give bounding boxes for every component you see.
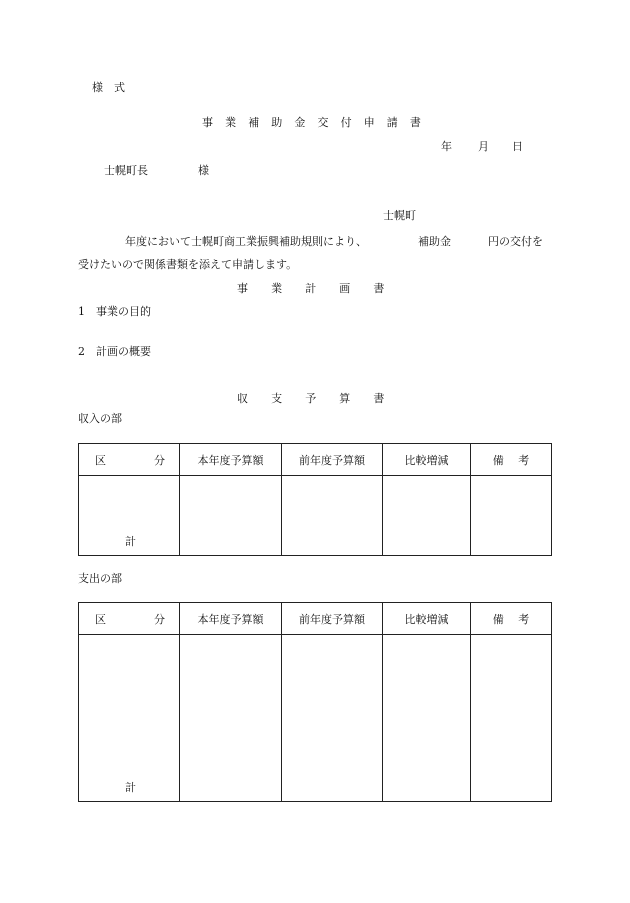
header-previous-budget: 前年度予算額 bbox=[282, 444, 383, 476]
plan-item-overview: 2 計画の概要 bbox=[78, 345, 151, 358]
income-total-label: 計 bbox=[125, 535, 136, 548]
header-remarks: 備 考 bbox=[471, 444, 552, 476]
document-title: 事業補助金交付申請書 bbox=[202, 116, 433, 129]
header-category: 区 分 bbox=[79, 444, 180, 476]
applicant-town: 士幌町 bbox=[383, 209, 416, 222]
income-section-label: 収入の部 bbox=[78, 412, 122, 425]
expense-total-label: 計 bbox=[125, 781, 136, 794]
header-previous-budget: 前年度予算額 bbox=[282, 603, 383, 635]
form-label: 様 式 bbox=[92, 81, 125, 94]
header-comparison: 比較増減 bbox=[383, 444, 471, 476]
body-text-part-b: 補助金 bbox=[418, 235, 451, 248]
expense-header-row bbox=[79, 603, 552, 635]
expense-comparison-cell bbox=[383, 635, 471, 802]
header-category: 区 分 bbox=[79, 603, 180, 635]
income-current-cell bbox=[180, 476, 282, 556]
income-remarks-cell bbox=[471, 476, 552, 556]
header-remarks: 備 考 bbox=[471, 603, 552, 635]
plan-item-purpose: 1 事業の目的 bbox=[78, 305, 151, 318]
income-table bbox=[78, 443, 552, 556]
expense-category-cell bbox=[79, 635, 180, 802]
date-day: 日 bbox=[512, 140, 523, 153]
body-text-part-a: 年度において士幌町商工業振興補助規則により、 bbox=[125, 235, 367, 248]
income-comparison-cell bbox=[383, 476, 471, 556]
expense-table bbox=[78, 602, 552, 802]
income-previous-cell bbox=[282, 476, 383, 556]
header-current-budget: 本年度予算額 bbox=[180, 603, 282, 635]
expense-body-row bbox=[79, 635, 552, 802]
income-header-row bbox=[79, 444, 552, 476]
expense-previous-cell bbox=[282, 635, 383, 802]
expense-remarks-cell bbox=[471, 635, 552, 802]
plan-title: 事業計画書 bbox=[237, 282, 408, 295]
header-current-budget: 本年度予算額 bbox=[180, 444, 282, 476]
header-comparison: 比較増減 bbox=[383, 603, 471, 635]
date-month: 月 bbox=[478, 140, 489, 153]
addressee: 士幌町長 bbox=[104, 164, 148, 177]
date-year: 年 bbox=[441, 140, 452, 153]
income-category-cell bbox=[79, 476, 180, 556]
expense-section-label: 支出の部 bbox=[78, 572, 122, 585]
body-text-part-c: 円の交付を bbox=[488, 235, 543, 248]
budget-title: 収支予算書 bbox=[237, 392, 408, 405]
honorific: 様 bbox=[198, 164, 209, 177]
expense-current-cell bbox=[180, 635, 282, 802]
income-body-row bbox=[79, 476, 552, 556]
body-text-line2: 受けたいので関係書類を添えて申請します。 bbox=[78, 258, 298, 271]
